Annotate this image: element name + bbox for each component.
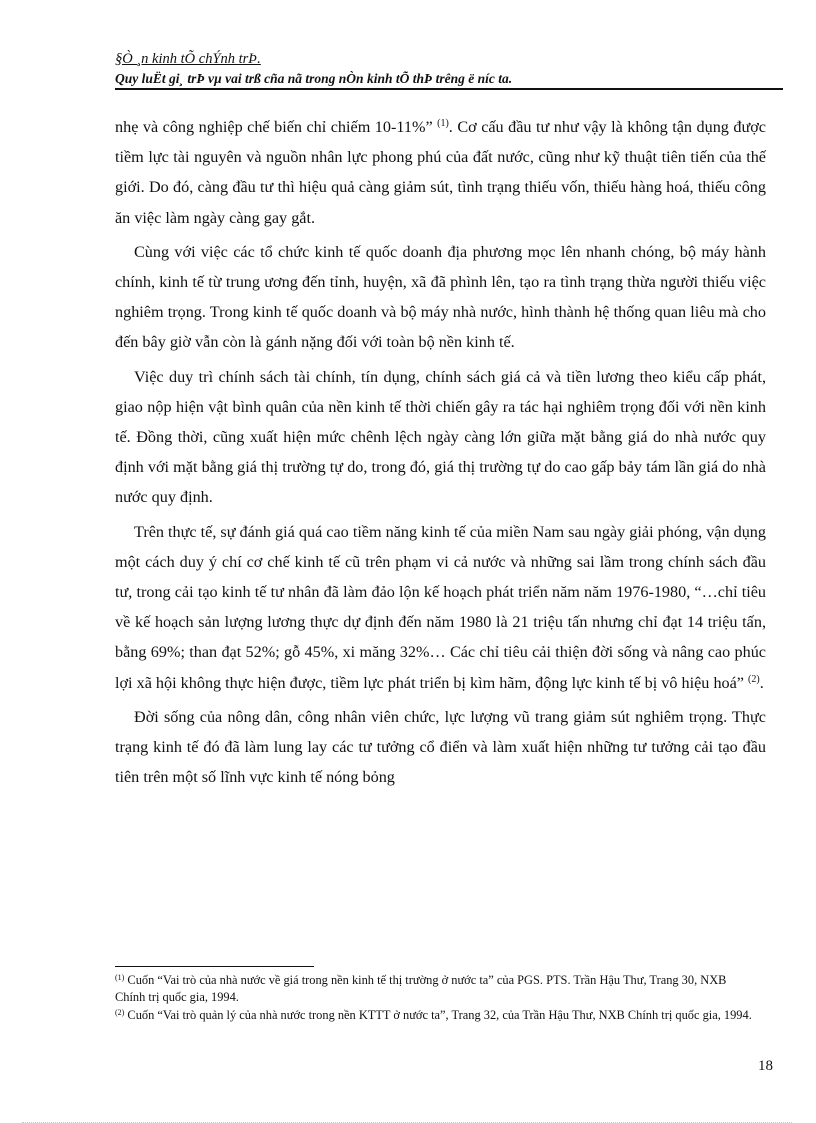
footnote-ref-1: (1) [437, 118, 449, 129]
paragraph-4-text: Trên thực tế, sự đánh giá quá cao tiềm năng kinh tế của miền Nam sau ngày giải phóng, vận dụng một cách duy ý chí cơ chế kinh tế cũ trên phạm vi cả nước và những sai lầm trong chính sách đầu tư, trong cải tạo kinh tế tư nhân đã làm đảo lộn kế hoạch phát triển năm năm 1976-1980, “…chỉ tiêu về kế hoạch sản lượng lương thực dự định đến năm 1980 là 21 triệu tấn nhưng chỉ đạt 14 triệu tấn, bằng 69%; than đạt 52%; gỗ 45%, xi măng 32%… Các chỉ tiêu cải thiện đời sống và nâng cao phúc lợi xã hội không thực hiện được, tiềm lực phát triển bị kìm hãm, động lực kinh tế bị vô hiệu hoá” [115, 522, 766, 692]
paragraph-1-text: nhẹ và công nghiệp chế biến chỉ chiếm 10-11%” [115, 118, 438, 136]
footnote-separator [115, 966, 314, 967]
running-header [115, 50, 781, 88]
footnote-1 [115, 972, 755, 1006]
footnotes [115, 972, 755, 1025]
footnote-1-text: Cuốn “Vai trò của nhà nước về giá trong nền kinh tế thị trường ở nước ta” của PGS. PTS. Trần Hậu Thư, Trang 30, NXB Chính trị quốc gia, 1994. [115, 973, 727, 1004]
paragraph-3: Việc duy trì chính sách tài chính, tín dụng, chính sách giá cả và tiền lương theo kiểu cấp phát, giao nộp hiện vật bình quân của nền kinh tế thời chiến gây ra tác hại nghiêm trọng đối với nền kinh tế. Đồng thời, cũng xuất hiện mức chênh lệch ngày càng lớn giữa mặt bằng giá do nhà nước quy định với mặt bằng giá thị trường tự do, trong đó, giá thị trường tự do cao gấp bảy tám lần giá do nhà nước quy định. [115, 367, 766, 507]
paragraph-4 [115, 517, 766, 698]
footnote-ref-2: (2) [748, 673, 760, 685]
footnote-2 [115, 1007, 755, 1024]
footnote-2-text: Cuốn “Vai trò quản lý của nhà nước trong nền KTTT ở nước ta”, Trang 32, của Trần Hậu Thư, NXB Chính trị quốc gia, 1994. [124, 1008, 752, 1022]
paragraph-4-continued: . [759, 673, 764, 692]
paragraph-1-continued: . Cơ cấu đầu tư như vậy là không tận dụng được tiềm lực tài nguyên và nguồn nhân lực phong phú của đất nước, cũng như kỹ thuật tiên tiến của thế giới. Do đó, càng đầu tư thì hiệu quả càng giảm sút, tình trạng thiếu vốn, thiếu hàng hoá, thiếu công ăn việc làm ngày càng gay gắt. [115, 118, 766, 227]
paragraph-5: Đời sống của nông dân, công nhân viên chức, lực lượng vũ trang giảm sút nghiêm trọng. Thực trạng kinh tế đó đã làm lung lay các tư tưởng cổ điển và làm xuất hiện những tư tưởng cải tạo đầu tiên trên một số lĩnh vực kinh tế nóng bỏng [115, 707, 766, 787]
header-title: §Ò ¸n kinh tÕ chÝnh trÞ. [115, 51, 261, 67]
paragraph-2: Cùng với việc các tổ chức kinh tế quốc doanh địa phương mọc lên nhanh chóng, bộ máy hành chính, kinh tế từ trung ương đến tỉnh, huyện, xã đã phình lên, tạo ra tình trạng thừa người thiếu việc nghiêm trọng. Trong kinh tế quốc doanh và bộ máy nhà nước, hình thành hệ thống quan liêu mà cho đến bây giờ vẫn còn là gánh nặng đối với toàn bộ nền kinh tế. [115, 242, 766, 352]
footnote-mark-1: (1) [115, 973, 125, 982]
footnote-mark-2: (2) [115, 1008, 125, 1017]
body-text [115, 112, 766, 796]
header-rule [115, 88, 783, 90]
header-subtitle: Quy luËt gi¸ trÞ vµ vai trß cña nã trong nÒn kinh tÕ thÞ trêng ë níc ta. [115, 71, 513, 86]
paragraph-1 [115, 112, 766, 233]
page-number: 18 [758, 1058, 773, 1074]
